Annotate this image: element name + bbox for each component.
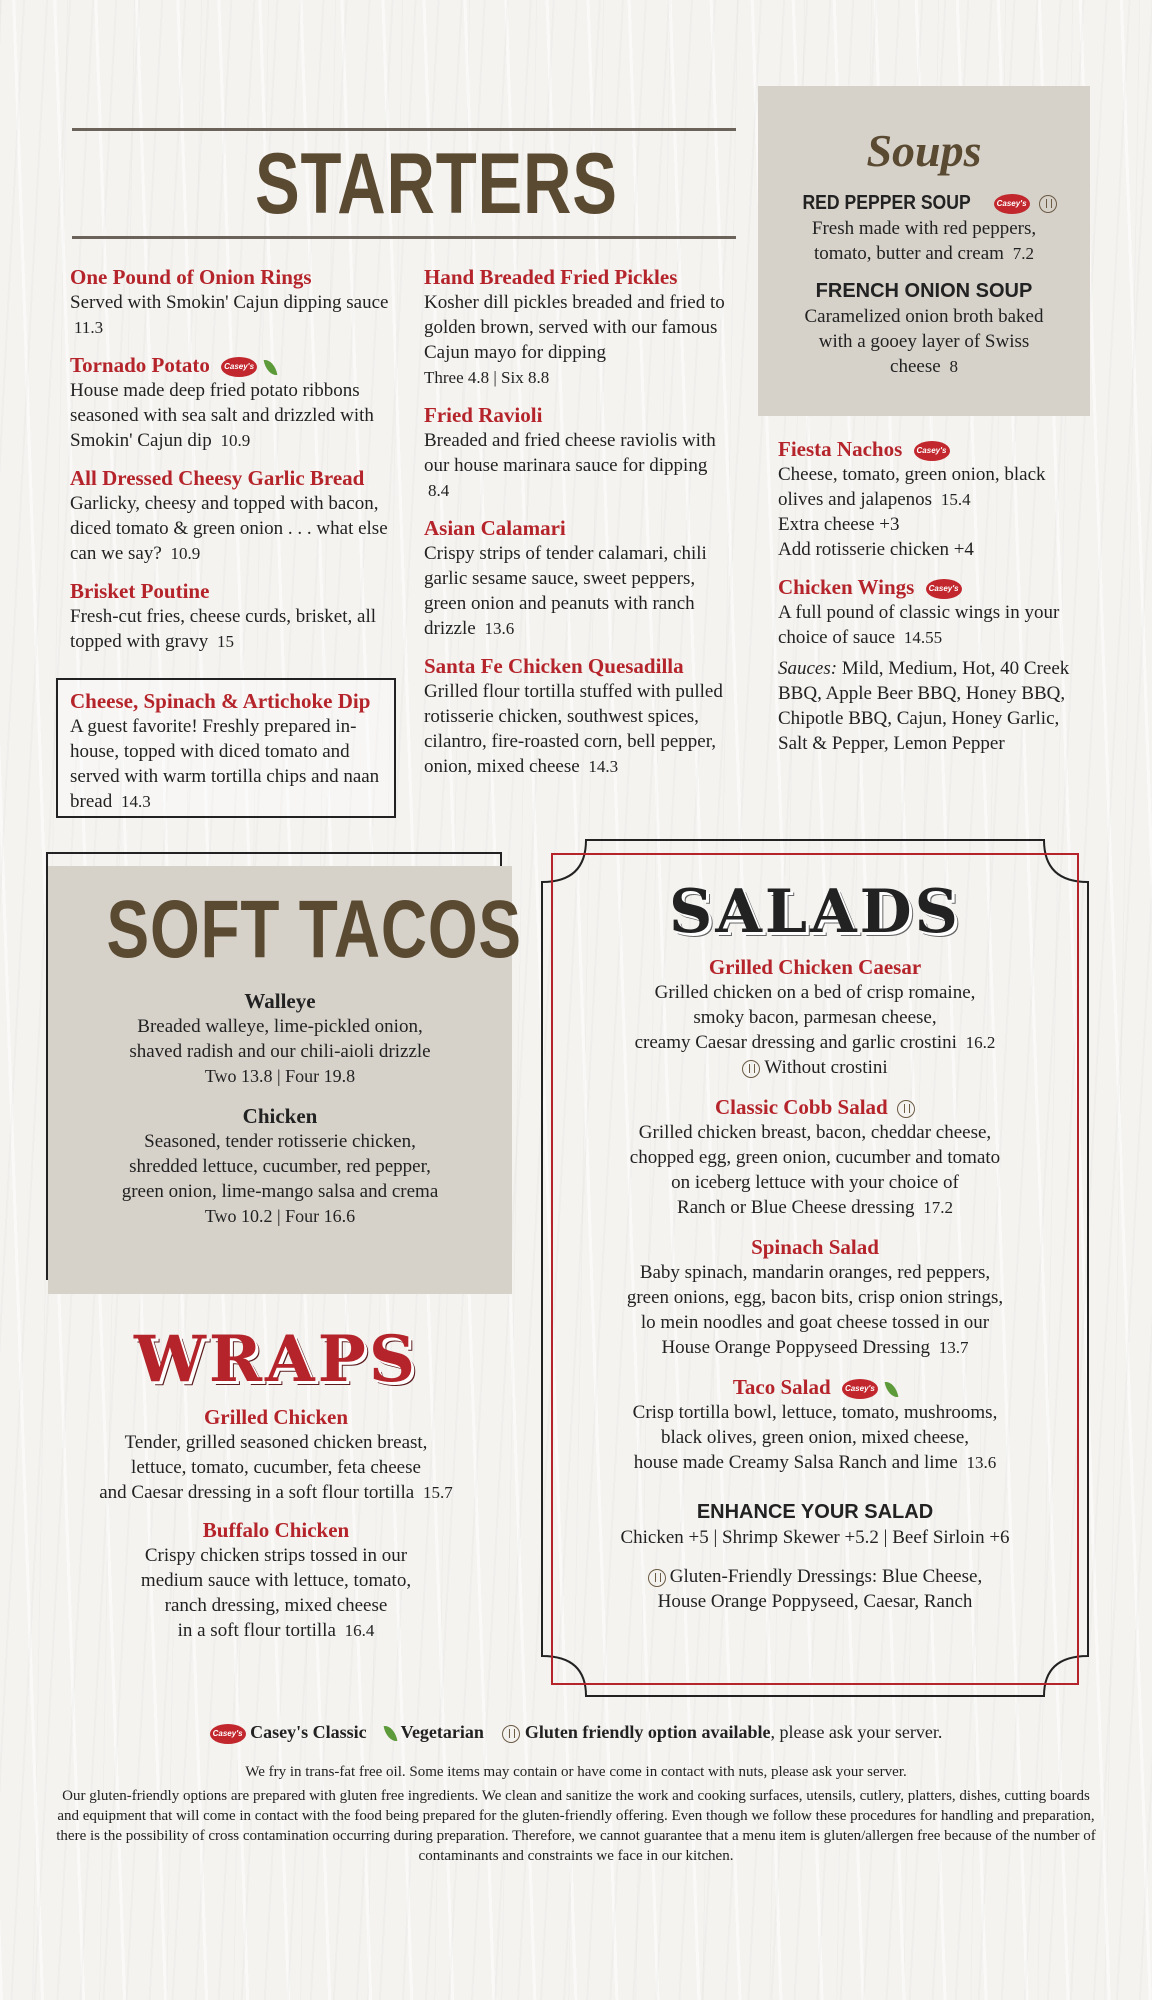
salad-line: black olives, green onion, mixed cheese, bbox=[660, 1427, 970, 1448]
legend-vegetarian: Vegetarian bbox=[400, 1722, 484, 1742]
taco-line: green onion, lime-mango salsa and crema bbox=[121, 1181, 439, 1202]
soup-description: Fresh made with red peppers, tomato, butter and cream bbox=[811, 218, 1037, 264]
wrap-line: Tender, grilled seasoned chicken breast, bbox=[124, 1432, 428, 1453]
salads-section bbox=[556, 870, 1074, 1614]
soup-name: FRENCH ONION SOUP bbox=[815, 280, 1033, 302]
wrap-line: medium sauce with lettuce, tomato, bbox=[140, 1570, 412, 1591]
salad-price: 16.2 bbox=[965, 1033, 996, 1052]
salad-line: Ranch or Blue Cheese dressing bbox=[677, 1197, 915, 1218]
footer-note: We fry in trans-fat free oil. Some items may contain or have come in contact with nuts, please ask your server. bbox=[245, 1764, 907, 1780]
salad-item bbox=[556, 1094, 1074, 1220]
wrap-price: 16.4 bbox=[344, 1621, 375, 1640]
salad-item bbox=[556, 1234, 1074, 1360]
item-description: Breaded and fried cheese raviolis with our house marinara sauce for dipping bbox=[424, 430, 716, 476]
caseys-classic-icon: Casey's bbox=[842, 1379, 878, 1399]
vegetarian-leaf-icon bbox=[384, 1725, 398, 1744]
item-price: 15 bbox=[217, 632, 235, 651]
item-description: Fresh-cut fries, cheese curds, brisket, all topped with gravy bbox=[70, 606, 377, 652]
wrap-name: Grilled Chicken bbox=[203, 1405, 349, 1429]
salad-line: Crisp tortilla bowl, lettuce, tomato, mushrooms, bbox=[632, 1402, 998, 1423]
gluten-friendly-icon bbox=[648, 1569, 666, 1587]
salad-line: on iceberg lettuce with your choice of bbox=[671, 1172, 959, 1193]
taco-name: Chicken bbox=[242, 1104, 318, 1128]
featured-item-box bbox=[56, 678, 396, 818]
wrap-name: Buffalo Chicken bbox=[202, 1518, 350, 1542]
salad-item bbox=[556, 954, 1074, 1080]
wraps-title: WRAPS bbox=[133, 1322, 419, 1397]
gluten-friendly-icon bbox=[742, 1060, 760, 1078]
salad-price: 13.6 bbox=[966, 1453, 997, 1472]
item-name: Hand Breaded Fried Pickles bbox=[424, 265, 678, 289]
soft-tacos-title: SOFT TACOS bbox=[106, 884, 522, 975]
item-description: A full pound of classic wings in your choice of sauce bbox=[778, 602, 1060, 648]
item-price: 14.3 bbox=[588, 757, 619, 776]
salad-name: Taco Salad bbox=[732, 1375, 831, 1399]
salad-line: Grilled chicken on a bed of crisp romaine, bbox=[654, 982, 976, 1003]
taco-line: Breaded walleye, lime-pickled onion, bbox=[137, 1016, 423, 1037]
menu-item bbox=[424, 264, 734, 390]
gluten-friendly-icon bbox=[502, 1725, 520, 1743]
item-extra: Extra cheese +3 bbox=[778, 514, 900, 535]
menu-item bbox=[778, 574, 1078, 756]
menu-item bbox=[424, 515, 734, 641]
item-price: 15.4 bbox=[940, 490, 971, 509]
menu-item bbox=[70, 465, 400, 566]
vegetarian-leaf-icon bbox=[264, 358, 278, 377]
wrap-line: Crispy chicken strips tossed in our bbox=[144, 1545, 408, 1566]
item-extra: Add rotisserie chicken +4 bbox=[778, 539, 974, 560]
item-name: Chicken Wings bbox=[778, 575, 915, 599]
salad-line: chopped egg, green onion, cucumber and tomato bbox=[629, 1147, 1001, 1168]
wrap-line: ranch dressing, mixed cheese bbox=[164, 1595, 388, 1616]
item-name: Brisket Poutine bbox=[70, 579, 210, 603]
enhance-options: Chicken +5 | Shrimp Skewer +5.2 | Beef Sirloin +6 bbox=[620, 1527, 1010, 1548]
dressings-line: Gluten-Friendly Dressings: Blue Cheese, bbox=[669, 1566, 983, 1587]
item-description: A guest favorite! Freshly prepared in-house, topped with diced tomato and served with warm tortilla chips and naan bread bbox=[70, 716, 380, 812]
sauces-label: Sauces: bbox=[778, 658, 838, 679]
soup-name: RED PEPPER SOUP bbox=[802, 192, 971, 214]
salad-name: Spinach Salad bbox=[751, 1235, 879, 1259]
soup-item bbox=[758, 190, 1090, 266]
salad-line: Baby spinach, mandarin oranges, red peppers, bbox=[639, 1262, 991, 1283]
taco-item bbox=[48, 988, 512, 1089]
item-name: Fried Ravioli bbox=[424, 403, 543, 427]
item-price: 14.3 bbox=[120, 792, 151, 811]
salad-note: Without crostini bbox=[764, 1057, 888, 1078]
item-name: Asian Calamari bbox=[424, 516, 566, 540]
dressings-line: House Orange Poppyseed, Caesar, Ranch bbox=[657, 1591, 973, 1612]
wrap-item bbox=[56, 1404, 496, 1505]
item-description: Grilled flour tortilla stuffed with pulled rotisserie chicken, southwest spices, cilantro, fire-roasted corn, bell pepper, onion, mixed cheese bbox=[424, 681, 723, 777]
item-name: Santa Fe Chicken Quesadilla bbox=[424, 654, 684, 678]
item-price: 14.55 bbox=[903, 628, 943, 647]
item-price: 10.9 bbox=[170, 544, 201, 563]
soup-description: Caramelized onion broth baked with a gooey layer of Swiss cheese bbox=[804, 306, 1044, 377]
salad-line: green onions, egg, bacon bits, crisp onion strings, bbox=[626, 1287, 1004, 1308]
wrap-line: and Caesar dressing in a soft flour tortilla bbox=[99, 1482, 415, 1503]
starters-title: STARTERS bbox=[255, 136, 618, 232]
item-name: Tornado Potato bbox=[70, 353, 210, 377]
taco-price: Two 13.8 | Four 19.8 bbox=[204, 1066, 356, 1086]
starters-middle-column bbox=[424, 264, 734, 791]
item-description: Garlicky, cheesy and topped with bacon, diced tomato & green onion . . . what else can we say? bbox=[70, 493, 388, 564]
taco-line: shredded lettuce, cucumber, red pepper, bbox=[129, 1156, 431, 1177]
gluten-friendly-icon bbox=[897, 1100, 915, 1118]
item-description: Crispy strips of tender calamari, chili garlic sesame sauce, sweet peppers, green onion and peanuts with ranch drizzle bbox=[424, 543, 707, 639]
item-price: 8.4 bbox=[428, 481, 450, 500]
item-description: Served with Smokin' Cajun dipping sauce bbox=[70, 292, 389, 313]
item-price: 13.6 bbox=[484, 619, 515, 638]
starters-rule-bottom bbox=[72, 236, 736, 239]
item-description: Cheese, tomato, green onion, black olives and jalapenos bbox=[778, 464, 1046, 510]
legend-caseys-classic: Casey's Classic bbox=[250, 1722, 367, 1742]
salad-line: Grilled chicken breast, bacon, cheddar cheese, bbox=[638, 1122, 992, 1143]
taco-price: Two 10.2 | Four 16.6 bbox=[204, 1206, 356, 1226]
menu-item bbox=[424, 653, 734, 779]
menu-item bbox=[424, 402, 734, 503]
item-price: Three 4.8 | Six 8.8 bbox=[424, 368, 550, 387]
caseys-classic-icon: Casey's bbox=[914, 441, 950, 461]
soup-item bbox=[758, 278, 1090, 379]
legend-ask-server: , please ask your server. bbox=[770, 1722, 943, 1742]
item-description: House made deep fried potato ribbons seasoned with sea salt and drizzled with Smokin' Cajun dip bbox=[70, 380, 374, 451]
soup-price: 8 bbox=[949, 357, 958, 376]
salad-price: 13.7 bbox=[938, 1338, 969, 1357]
menu-item bbox=[70, 264, 400, 340]
legend-gluten-friendly: Gluten friendly option available bbox=[524, 1722, 771, 1742]
item-name: Cheese, Spinach & Artichoke Dip bbox=[70, 689, 371, 713]
starters-rule-top bbox=[72, 128, 736, 131]
starters-left-column bbox=[70, 264, 400, 666]
taco-name: Walleye bbox=[244, 989, 316, 1013]
wraps-section bbox=[56, 1318, 496, 1643]
salad-name: Grilled Chicken Caesar bbox=[708, 955, 922, 979]
soups-title: Soups bbox=[866, 125, 982, 176]
soups-panel bbox=[758, 86, 1090, 416]
salad-item bbox=[556, 1374, 1074, 1475]
taco-line: Seasoned, tender rotisserie chicken, bbox=[144, 1131, 416, 1152]
wrap-line: lettuce, tomato, cucumber, feta cheese bbox=[131, 1457, 421, 1478]
item-description: Kosher dill pickles breaded and fried to golden brown, served with our famous Cajun mayo for dipping bbox=[424, 292, 725, 363]
salad-line: house made Creamy Salsa Ranch and lime bbox=[633, 1452, 958, 1473]
item-price: 11.3 bbox=[74, 318, 104, 337]
wrap-line: in a soft flour tortilla bbox=[177, 1620, 336, 1641]
salad-name: Classic Cobb Salad bbox=[715, 1095, 888, 1119]
item-name: One Pound of Onion Rings bbox=[70, 265, 312, 289]
caseys-classic-icon: Casey's bbox=[994, 194, 1030, 214]
item-price: 10.9 bbox=[220, 431, 251, 450]
menu-item bbox=[778, 436, 1078, 562]
salad-line: creamy Caesar dressing and garlic crostini bbox=[634, 1032, 957, 1053]
legend bbox=[0, 1720, 1152, 1744]
taco-line: shaved radish and our chili-aioli drizzle bbox=[129, 1041, 431, 1062]
enhance-title: ENHANCE YOUR SALAD bbox=[696, 1501, 934, 1523]
salad-line: smoky bacon, parmesan cheese, bbox=[693, 1007, 937, 1028]
salad-price: 17.2 bbox=[923, 1198, 953, 1217]
item-name: Fiesta Nachos bbox=[778, 437, 903, 461]
salads-title: SALADS bbox=[669, 877, 961, 947]
salad-line: lo mein noodles and goat cheese tossed in our bbox=[640, 1312, 990, 1333]
soup-price: 7.2 bbox=[1012, 244, 1034, 263]
caseys-classic-icon: Casey's bbox=[221, 357, 257, 377]
right-column bbox=[778, 436, 1078, 768]
salad-line: House Orange Poppyseed Dressing bbox=[661, 1337, 931, 1358]
vegetarian-leaf-icon bbox=[885, 1380, 899, 1399]
caseys-classic-icon: Casey's bbox=[926, 579, 962, 599]
footer-disclaimer: Our gluten-friendly options are prepared with gluten free ingredients. We clean and sanitize the work and cooking surfaces, utensils, cutlery, platters, dishes, cutting boards and equipment that will come in contact with the food being prepared for the gluten-friendly offering. Even though we follow these procedures for handling and preparation, there is the possibility of cross contamination occurring during preparation. Therefore, we cannot guarantee that a menu item is gluten/allergen free because of the number of contaminants and constraints we face in our kitchen. bbox=[56, 1788, 1096, 1864]
gluten-friendly-icon bbox=[1039, 195, 1057, 213]
item-name: All Dressed Cheesy Garlic Bread bbox=[70, 466, 365, 490]
caseys-classic-icon: Casey's bbox=[210, 1724, 246, 1744]
wrap-item bbox=[56, 1517, 496, 1643]
taco-item bbox=[48, 1103, 512, 1229]
wrap-price: 15.7 bbox=[423, 1483, 453, 1502]
sauces-list: Mild, Medium, Hot, 40 Creek BBQ, Apple Beer BBQ, Honey BBQ, Chipotle BBQ, Cajun, Honey Garlic, Salt & Pepper, Lemon Pepper bbox=[778, 658, 1070, 754]
menu-item bbox=[70, 352, 400, 453]
menu-item bbox=[70, 578, 400, 654]
soft-tacos-content bbox=[48, 866, 522, 1229]
